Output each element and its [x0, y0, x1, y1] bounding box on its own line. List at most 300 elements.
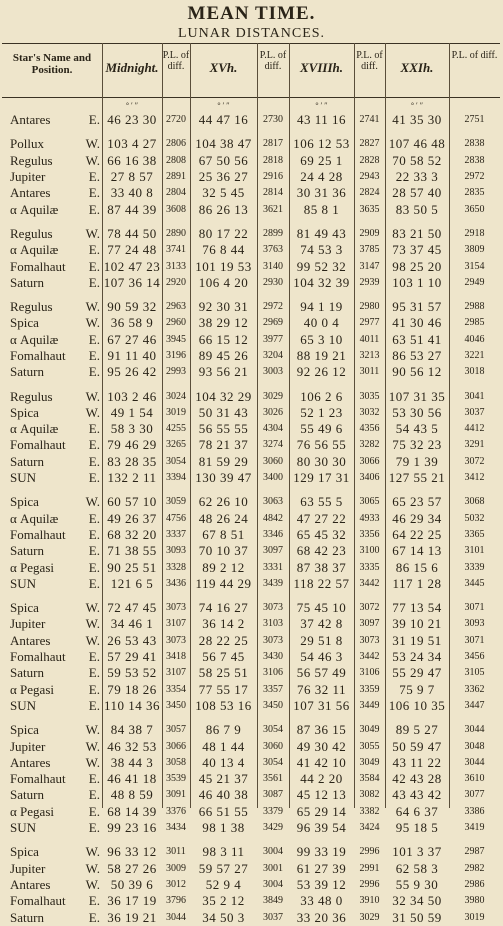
- distance-xxi: 73 37 45: [392, 242, 442, 258]
- pl-xxi: 3105: [464, 667, 485, 679]
- pl-xxi: 2972: [464, 171, 485, 183]
- pl-xv: 3400: [263, 472, 283, 484]
- distance-xviii: 63 55 5: [300, 494, 343, 510]
- table-row: [2, 804, 500, 820]
- pl-xv: 3439: [263, 577, 283, 589]
- distance-xviii: 41 42 10: [296, 754, 347, 770]
- distance-xv: 34 50 3: [202, 909, 245, 925]
- pl-xv: 2818: [263, 154, 283, 166]
- pl-xv: 2814: [263, 187, 283, 199]
- group-gap: [2, 380, 500, 388]
- distance-midnight: 36 19 21: [107, 909, 157, 925]
- star-name: Regulus: [10, 299, 53, 315]
- distance-xviii: 104 32 39: [293, 274, 350, 290]
- distance-xv: 89 45 26: [198, 348, 249, 363]
- distance-xviii: 55 49 6: [300, 421, 343, 437]
- distance-midnight: 38 44 3: [110, 754, 154, 770]
- distance-xviii: 87 36 15: [296, 722, 347, 738]
- degree-marks: ° ′ ″: [125, 101, 139, 110]
- pl-xv: 3849: [263, 895, 283, 907]
- distance-midnight: 107 36 14: [103, 274, 161, 290]
- star-name: Regulus: [10, 388, 53, 404]
- star-direction: E.: [88, 364, 100, 380]
- distance-xxi: 67 14 13: [392, 543, 442, 559]
- distance-xxi: 89 5 27: [395, 722, 439, 738]
- distance-xv: 62 26 10: [198, 494, 249, 510]
- table-row: [2, 559, 500, 575]
- page-subtitle: LUNAR DISTANCES.: [177, 26, 326, 41]
- distance-xxi: 83 21 50: [392, 225, 442, 241]
- distance-xxi: 55 29 47: [392, 665, 442, 681]
- distance-midnight: 121 6 5: [110, 575, 154, 591]
- distance-xv: 48 26 24: [198, 510, 249, 526]
- pl-midnight: 3196: [166, 350, 186, 361]
- pl-xxi: 3362: [464, 683, 485, 695]
- distance-xviii: 106 2 6: [300, 388, 343, 404]
- distance-xxi: 79 1 39: [395, 453, 439, 469]
- distance-xviii: 65 3 10: [300, 331, 343, 347]
- pl-xviii: 2824: [359, 187, 380, 199]
- table-row: [2, 421, 500, 437]
- pl-xv: 2969: [263, 317, 283, 329]
- star-direction: E.: [88, 681, 100, 697]
- star-name: Antares: [10, 754, 51, 770]
- distance-xxi: 43 43 42: [392, 787, 442, 803]
- distance-xv: 119 44 29: [195, 575, 252, 591]
- star-direction: W.: [85, 632, 100, 648]
- distance-midnight: 57 29 41: [107, 649, 157, 665]
- pl-xviii: 3055: [359, 740, 380, 752]
- pl-xxi: 3386: [464, 805, 485, 817]
- distance-xv: 32 5 45: [202, 185, 245, 201]
- pl-xv: 3103: [263, 618, 283, 630]
- pl-xviii: 3029: [359, 911, 380, 923]
- pl-xxi: 3071: [464, 634, 485, 646]
- pl-xviii: 3910: [359, 895, 380, 907]
- distance-midnight: 99 23 16: [107, 820, 157, 836]
- pl-xv: 3003: [263, 366, 283, 378]
- distance-xviii: 47 27 22: [296, 510, 347, 526]
- star-direction: W.: [85, 388, 100, 404]
- star-direction: E.: [88, 526, 100, 542]
- distance-midnight: 103 4 27: [107, 136, 157, 152]
- pl-midnight: 4255: [166, 423, 186, 435]
- distance-midnight: 50 39 6: [110, 876, 154, 892]
- table-row: [2, 698, 500, 714]
- pl-xviii: 2939: [359, 276, 380, 288]
- distance-xv: 59 57 27: [198, 860, 249, 876]
- group-gap: [2, 836, 500, 844]
- pl-xxi: 3447: [464, 699, 485, 711]
- star-name: Jupiter: [10, 616, 46, 632]
- distance-xxi: 101 3 37: [392, 844, 442, 860]
- distance-xv: 56 7 45: [202, 649, 245, 665]
- distance-xxi: 95 31 57: [392, 299, 442, 315]
- pl-xxi: 3412: [464, 472, 485, 484]
- distance-xxi: 62 58 3: [395, 860, 439, 876]
- pl-xv: 3029: [263, 390, 283, 402]
- distance-xviii: 44 2 20: [300, 771, 343, 787]
- pl-xv: 3026: [263, 406, 283, 418]
- star-name: α Aquilæ: [10, 421, 59, 437]
- distance-xviii: 33 48 0: [300, 893, 343, 909]
- distance-xviii: 69 25 1: [300, 152, 343, 168]
- table-row: [2, 332, 500, 348]
- pl-xviii: 3359: [359, 683, 380, 695]
- star-direction: W.: [85, 494, 100, 510]
- page-title: MEAN TIME.: [187, 3, 316, 24]
- distance-xxi: 50 59 47: [392, 738, 442, 754]
- pl-xxi: 3221: [464, 350, 485, 361]
- pl-xv: 3037: [263, 911, 283, 923]
- distance-xv: 78 21 37: [198, 437, 249, 453]
- distance-xxi: 55 9 30: [395, 876, 439, 892]
- pl-xxi: 4412: [464, 423, 485, 435]
- star-direction: E.: [88, 437, 100, 453]
- pl-xxi: 3101: [464, 545, 485, 557]
- pl-xxi: 3072: [464, 455, 485, 467]
- pl-midnight: 3265: [166, 439, 186, 451]
- distance-xxi: 106 10 35: [388, 697, 446, 713]
- star-direction: W.: [85, 404, 100, 420]
- distance-xv: 58 25 51: [198, 665, 249, 681]
- distance-xviii: 75 45 10: [296, 600, 347, 616]
- distance-xviii: 85 8 1: [303, 201, 340, 217]
- star-name: Fomalhaut: [10, 437, 66, 453]
- distance-xxi: 95 18 5: [395, 820, 439, 836]
- pl-xv: 3087: [263, 789, 283, 801]
- pl-xviii: 3584: [359, 773, 380, 785]
- distance-midnight: 71 38 55: [107, 543, 157, 559]
- distance-xviii: 68 42 23: [296, 543, 347, 559]
- star-direction: E.: [88, 274, 100, 290]
- pl-xviii: 3049: [359, 756, 380, 768]
- distance-xv: 46 40 38: [198, 787, 249, 803]
- pl-xviii: 3082: [359, 789, 380, 801]
- distance-xviii: 80 30 30: [296, 453, 347, 469]
- distance-xviii: 76 32 11: [296, 681, 347, 697]
- star-direction: E.: [88, 787, 100, 803]
- table-row: [2, 315, 500, 331]
- group-gap: [2, 714, 500, 722]
- table-row: [2, 242, 500, 258]
- pl-xviii: 2991: [359, 862, 380, 874]
- pl-xxi: 2838: [464, 154, 485, 166]
- pl-xv: 3763: [263, 244, 283, 256]
- star-direction: E.: [88, 665, 100, 681]
- pl-xviii: 2996: [359, 878, 380, 890]
- pl-xviii: 2827: [359, 138, 380, 150]
- pl-midnight: 3539: [166, 773, 186, 785]
- distance-xv: 106 4 20: [198, 274, 249, 290]
- pl-xviii: 3382: [359, 805, 380, 817]
- distance-midnight: 67 27 46: [107, 331, 157, 347]
- pl-midnight: 3073: [166, 634, 186, 646]
- distance-xv: 92 30 31: [198, 299, 249, 315]
- distance-xxi: 103 1 10: [392, 274, 442, 290]
- table-row: [2, 437, 500, 453]
- pl-xviii: 3785: [359, 244, 380, 256]
- pl-xv: 4842: [263, 512, 283, 524]
- group-gap-cell: [2, 291, 500, 299]
- distance-xviii: 45 12 13: [296, 787, 347, 803]
- pl-midnight: 3418: [166, 651, 186, 663]
- distance-midnight: 95 26 42: [107, 364, 157, 380]
- table-row: [2, 787, 500, 803]
- pl-xviii: 4011: [359, 333, 380, 345]
- star-name: SUN: [10, 575, 37, 591]
- pl-xxi: 3077: [464, 789, 485, 801]
- distance-xviii: 54 46 3: [300, 649, 343, 665]
- star-name: Spica: [10, 404, 39, 420]
- distance-xv: 25 36 27: [198, 169, 249, 185]
- distance-xxi: 70 58 52: [392, 152, 442, 168]
- pl-xxi: 2982: [464, 862, 485, 874]
- star-name: Saturn: [10, 543, 44, 559]
- distance-xv: 67 8 51: [202, 526, 245, 542]
- table-row: [2, 844, 500, 860]
- distance-midnight: 48 8 59: [110, 787, 154, 803]
- pl-xv: 3054: [263, 756, 283, 768]
- star-direction: E.: [88, 649, 100, 665]
- pl-midnight: 3073: [166, 602, 186, 614]
- star-name: Fomalhaut: [10, 893, 66, 909]
- pl-midnight: 3044: [166, 911, 186, 923]
- star-name: Antares: [10, 185, 51, 201]
- distance-xxi: 75 9 7: [399, 681, 435, 697]
- pl-xxi: 2838: [464, 138, 485, 150]
- pl-xv: 2916: [263, 171, 283, 183]
- header-xv: XVh.: [209, 60, 238, 75]
- star-direction: W.: [85, 722, 100, 738]
- star-direction: E.: [88, 909, 100, 925]
- table-row: [2, 600, 500, 616]
- star-direction: E.: [88, 771, 100, 787]
- table-row: [2, 633, 500, 649]
- distance-xviii: 96 39 54: [296, 820, 347, 836]
- distance-xxi: 107 31 35: [388, 388, 446, 404]
- pl-xv: 3204: [263, 350, 283, 361]
- pl-xxi: 3041: [464, 390, 485, 402]
- distance-xviii: 29 51 8: [300, 632, 343, 648]
- distance-xv: 45 21 37: [198, 771, 249, 787]
- distance-xviii: 49 30 42: [296, 738, 347, 754]
- star-name: α Pegasi: [10, 803, 55, 819]
- pl-midnight: 3091: [166, 789, 186, 801]
- group-gap: [2, 218, 500, 226]
- distance-xxi: 75 32 23: [392, 437, 442, 453]
- distance-xxi: 90 56 12: [392, 364, 442, 380]
- distance-xviii: 99 33 19: [296, 844, 347, 860]
- group-gap-cell: [2, 486, 500, 494]
- pl-midnight: 2891: [166, 171, 186, 183]
- distance-midnight: 58 27 26: [107, 860, 157, 876]
- pl-xv: 3346: [263, 528, 283, 540]
- star-name: Fomalhaut: [10, 526, 66, 542]
- table-row: [2, 405, 500, 421]
- distance-xv: 77 55 17: [198, 681, 249, 697]
- pl-xviii: 3213: [359, 350, 380, 361]
- star-name: Spica: [10, 315, 39, 331]
- table-row: [2, 299, 500, 315]
- distance-xxi: 31 50 59: [392, 909, 442, 925]
- star-name: Fomalhaut: [10, 771, 66, 787]
- pl-xv: 3621: [263, 203, 283, 215]
- table-row: [2, 665, 500, 681]
- degree-marks: ° ′ ″: [410, 101, 424, 110]
- distance-xxi: 64 6 37: [395, 803, 439, 819]
- pl-xv: 3060: [263, 740, 283, 752]
- pl-midnight: 2920: [166, 276, 186, 288]
- star-direction: W.: [85, 616, 100, 632]
- star-name: α Aquilæ: [10, 331, 59, 347]
- distance-xv: 36 14 2: [202, 616, 245, 632]
- distance-xviii: 81 49 43: [296, 225, 347, 241]
- pl-xxi: 2918: [464, 227, 485, 239]
- distance-midnight: 49 1 54: [110, 404, 154, 420]
- distance-xxi: 98 25 20: [392, 258, 442, 274]
- pl-midnight: 2890: [166, 227, 186, 239]
- distance-midnight: 60 57 10: [107, 494, 157, 510]
- star-name: Jupiter: [10, 860, 46, 876]
- pl-xxi: 2987: [464, 846, 485, 858]
- pl-xviii: 3106: [359, 667, 380, 679]
- distance-midnight: 26 53 43: [107, 632, 157, 648]
- distance-xv: 52 9 4: [205, 876, 242, 892]
- distance-xxi: 117 1 28: [392, 575, 442, 591]
- pl-midnight: 3024: [166, 390, 186, 402]
- star-direction: W.: [85, 315, 100, 331]
- star-direction: W.: [85, 844, 100, 860]
- pl-xviii: 2943: [359, 171, 380, 183]
- pl-midnight: 3107: [166, 618, 186, 630]
- pl-midnight: 3434: [166, 822, 186, 834]
- distance-xv: 81 59 29: [198, 453, 249, 469]
- pl-xxi: 3071: [464, 602, 485, 614]
- pl-midnight: 3450: [166, 699, 186, 711]
- pl-xviii: 2909: [359, 227, 380, 239]
- distance-midnight: 96 33 12: [107, 844, 157, 860]
- pl-xv: 2899: [263, 227, 283, 239]
- distance-midnight: 58 3 30: [110, 421, 154, 437]
- table-row: [2, 860, 500, 876]
- distance-xxi: 42 43 28: [392, 771, 442, 787]
- distance-midnight: 103 2 46: [107, 388, 157, 404]
- star-name: SUN: [10, 697, 37, 713]
- table-row: [2, 185, 500, 201]
- degree-marks: ° ′ ″: [315, 101, 328, 110]
- star-name: Antares: [10, 632, 51, 648]
- table-row: [2, 470, 500, 486]
- pl-midnight: 2963: [166, 301, 186, 313]
- pl-xviii: 3449: [359, 699, 380, 711]
- pl-xv: 3054: [263, 724, 283, 736]
- star-direction: E.: [88, 893, 100, 909]
- table-row: [2, 909, 500, 925]
- pl-midnight: 2993: [166, 366, 186, 378]
- degree-marks: ° ′ ″: [217, 101, 230, 110]
- distance-xviii: 74 53 3: [300, 242, 343, 258]
- distance-midnight: 66 16 38: [107, 152, 157, 168]
- table-row: [2, 755, 500, 771]
- star-name: Jupiter: [10, 169, 46, 185]
- distance-xviii: 87 38 37: [296, 559, 347, 575]
- star-direction: E.: [88, 331, 100, 347]
- header-midnight: Midnight.: [105, 60, 159, 75]
- pl-xviii: 3065: [359, 496, 380, 508]
- group-gap-cell: [2, 380, 500, 388]
- star-name: Spica: [10, 722, 39, 738]
- distance-xv: 104 38 47: [195, 136, 252, 152]
- distance-midnight: 77 24 48: [107, 242, 157, 258]
- distance-midnight: 34 46 1: [110, 616, 154, 632]
- distance-xxi: 31 19 51: [392, 632, 442, 648]
- star-name: Pollux: [10, 136, 44, 152]
- star-direction: W.: [85, 738, 100, 754]
- pl-xv: 3450: [263, 699, 283, 711]
- pl-xviii: 4356: [359, 423, 380, 435]
- pl-xviii: 3097: [359, 618, 380, 630]
- pl-midnight: 3093: [166, 545, 186, 557]
- distance-xxi: 65 23 57: [392, 494, 442, 510]
- distance-xviii: 61 27 39: [296, 860, 347, 876]
- table-row: [2, 649, 500, 665]
- distance-midnight: 59 53 52: [107, 665, 157, 681]
- pl-midnight: 2806: [166, 138, 186, 150]
- distance-xviii: 56 57 49: [296, 665, 347, 681]
- distance-xxi: 127 55 21: [388, 470, 446, 486]
- distance-midnight: 87 44 39: [107, 201, 157, 217]
- star-name: Antares: [10, 112, 51, 128]
- distance-xxi: 22 33 3: [395, 169, 439, 185]
- distance-xxi: 46 29 34: [392, 510, 442, 526]
- distance-xv: 76 8 44: [202, 242, 245, 258]
- pl-midnight: 2720: [166, 114, 186, 126]
- table-row: [2, 616, 500, 632]
- distance-midnight: 83 28 35: [107, 453, 157, 469]
- pl-midnight: 3107: [166, 667, 186, 679]
- group-gap: [2, 128, 500, 136]
- distance-xviii: 37 42 8: [300, 616, 343, 632]
- distance-xxi: 64 22 25: [392, 526, 442, 542]
- header-xviii: XVIIIh.: [300, 60, 343, 75]
- pl-xxi: 3044: [464, 724, 485, 736]
- group-gap: [2, 291, 500, 299]
- distance-xv: 74 16 27: [198, 600, 249, 616]
- pl-midnight: 3133: [166, 260, 186, 272]
- distance-xxi: 53 30 56: [392, 404, 442, 420]
- pl-midnight: 3011: [166, 846, 186, 858]
- star-direction: E.: [88, 112, 100, 128]
- pl-xviii: 3100: [359, 545, 380, 557]
- distance-xviii: 65 45 32: [296, 526, 347, 542]
- distance-xxi: 107 46 48: [388, 136, 446, 152]
- pl-midnight: 2804: [166, 187, 186, 199]
- star-direction: E.: [88, 803, 100, 819]
- group-gap-cell: [2, 218, 500, 226]
- header-xxi: XXIh.: [400, 60, 434, 75]
- header-rule: [2, 97, 500, 98]
- pl-xviii: 3035: [359, 390, 380, 402]
- distance-midnight: 90 25 51: [107, 559, 157, 575]
- distance-midnight: 79 18 26: [107, 681, 157, 697]
- distance-xviii: 65 29 14: [296, 803, 347, 819]
- pl-xviii: 3282: [359, 439, 380, 451]
- distance-midnight: 27 8 57: [110, 169, 154, 185]
- pl-xxi: 3980: [464, 895, 485, 907]
- distance-xv: 38 29 12: [198, 315, 249, 331]
- pl-midnight: 2808: [166, 154, 186, 166]
